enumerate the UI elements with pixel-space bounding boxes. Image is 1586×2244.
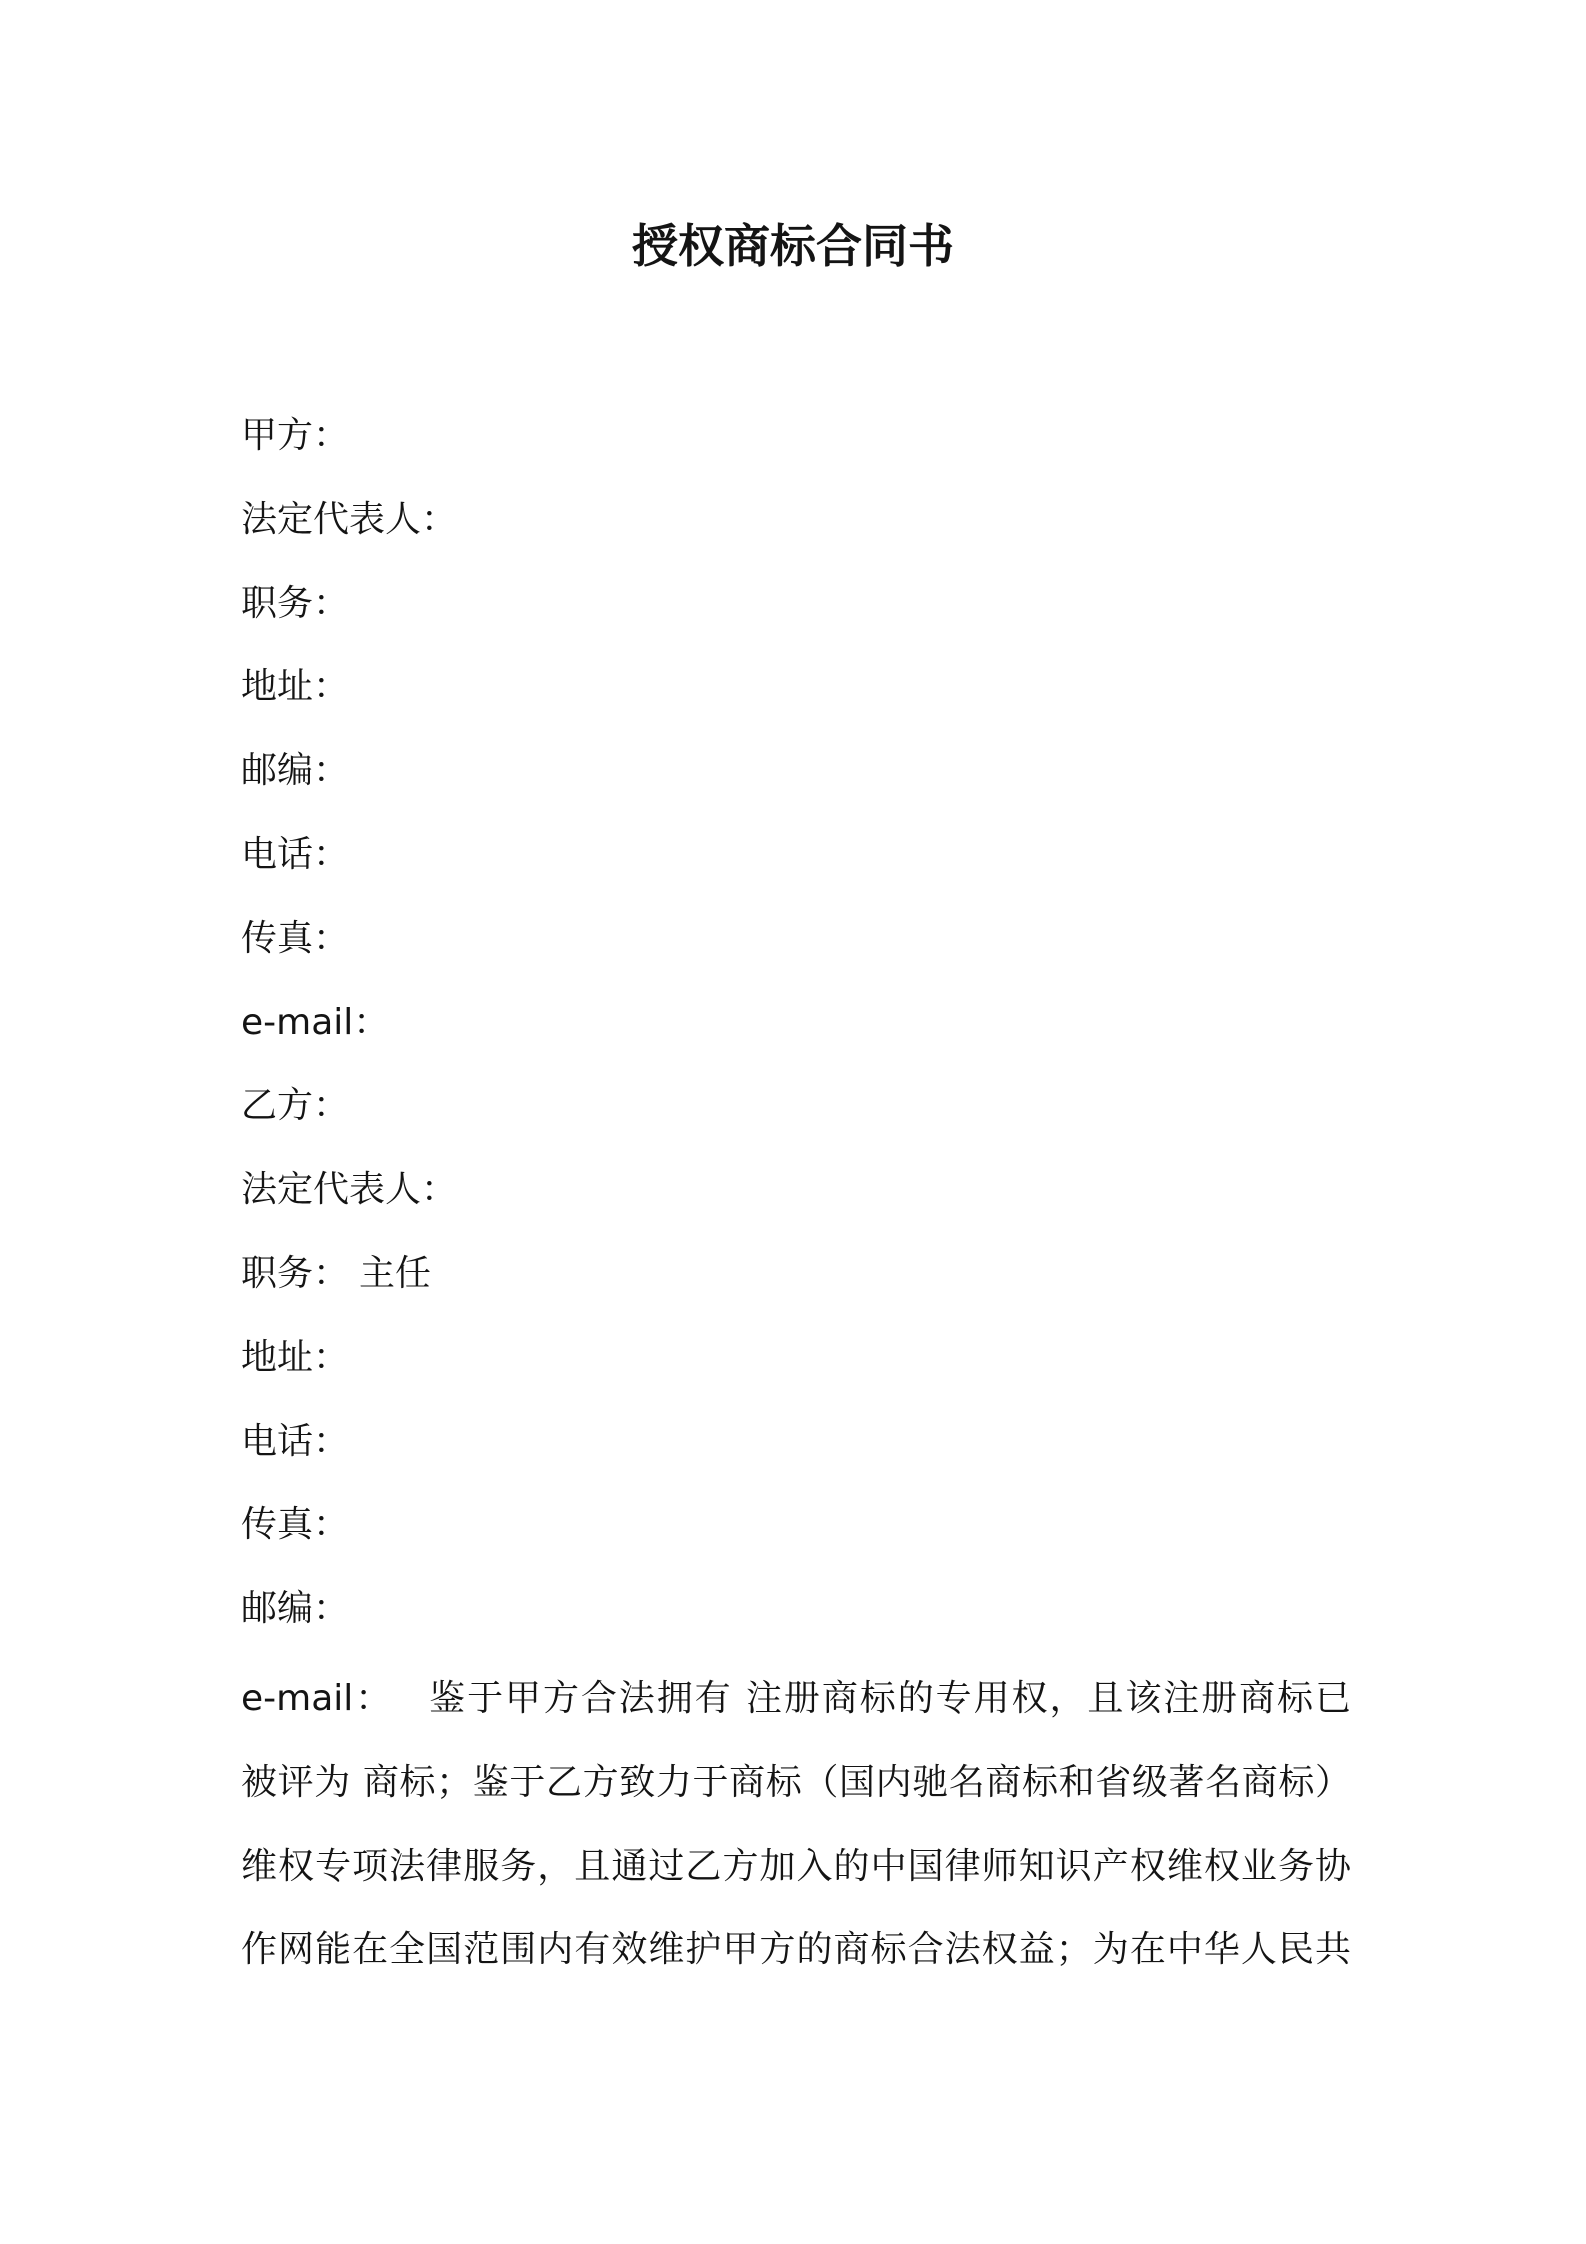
field-label: 电话： xyxy=(241,833,350,875)
recital-paragraph xyxy=(241,1657,1351,1992)
field-label: e-mail： xyxy=(241,1001,390,1043)
field-label: 乙方： xyxy=(241,1085,350,1127)
field-label: 传真： xyxy=(241,917,350,959)
paragraph-line xyxy=(241,1657,1351,1741)
party-b-address-field xyxy=(241,1326,1351,1410)
party-a-phone-field xyxy=(241,823,1351,907)
paragraph-line-text: 作网能在全国范围内有效维护甲方的商标合法权益；为在中华人民共 xyxy=(241,1929,1351,1971)
field-label: 电话： xyxy=(241,1420,350,1462)
paragraph-line-text: 维权专项法律服务，且通过乙方加入的中国律师知识产权维权业务协 xyxy=(241,1845,1351,1887)
paragraph-line xyxy=(241,1825,1351,1909)
party-b-legal-rep-field xyxy=(241,1158,1351,1242)
party-b-postcode-field xyxy=(241,1577,1351,1661)
party-b-fax-field xyxy=(241,1493,1351,1577)
party-a-legal-rep-field xyxy=(241,488,1351,572)
party-fields-list xyxy=(241,404,1351,1661)
party-b-phone-field xyxy=(241,1410,1351,1494)
paragraph-line xyxy=(241,1741,1351,1825)
party-a-address-field xyxy=(241,655,1351,739)
field-value: 主任 xyxy=(359,1252,432,1294)
party-b-name-field xyxy=(241,1074,1351,1158)
field-label: 地址： xyxy=(241,1336,350,1378)
field-label: 传真： xyxy=(241,1504,350,1546)
field-label: 法定代表人： xyxy=(241,498,458,540)
field-label: 甲方： xyxy=(241,415,350,456)
party-a-postcode-field xyxy=(241,739,1351,823)
party-b-position-field xyxy=(241,1242,1351,1326)
document-title: 授权商标合同书 xyxy=(632,219,954,273)
party-b-email-label: e-mail： xyxy=(241,1678,394,1719)
field-label: 地址： xyxy=(241,666,350,708)
party-a-name-field xyxy=(241,404,1351,488)
paragraph-line xyxy=(241,1908,1351,1992)
field-label: 邮编： xyxy=(241,1588,350,1630)
field-label: 邮编： xyxy=(241,750,350,792)
field-label: 法定代表人： xyxy=(241,1169,458,1211)
party-a-fax-field xyxy=(241,907,1351,991)
party-a-position-field xyxy=(241,572,1351,656)
party-a-email-field xyxy=(241,991,1351,1075)
paragraph-line-text: 鉴于甲方合法拥有 注册商标的专用权，且该注册商标已 xyxy=(429,1678,1351,1719)
field-label: 职务： xyxy=(241,1252,350,1294)
field-label: 职务： xyxy=(241,582,350,624)
paragraph-line-text: 被评为 商标；鉴于乙方致力于商标（国内驰名商标和省级著名商标） xyxy=(241,1761,1351,1803)
